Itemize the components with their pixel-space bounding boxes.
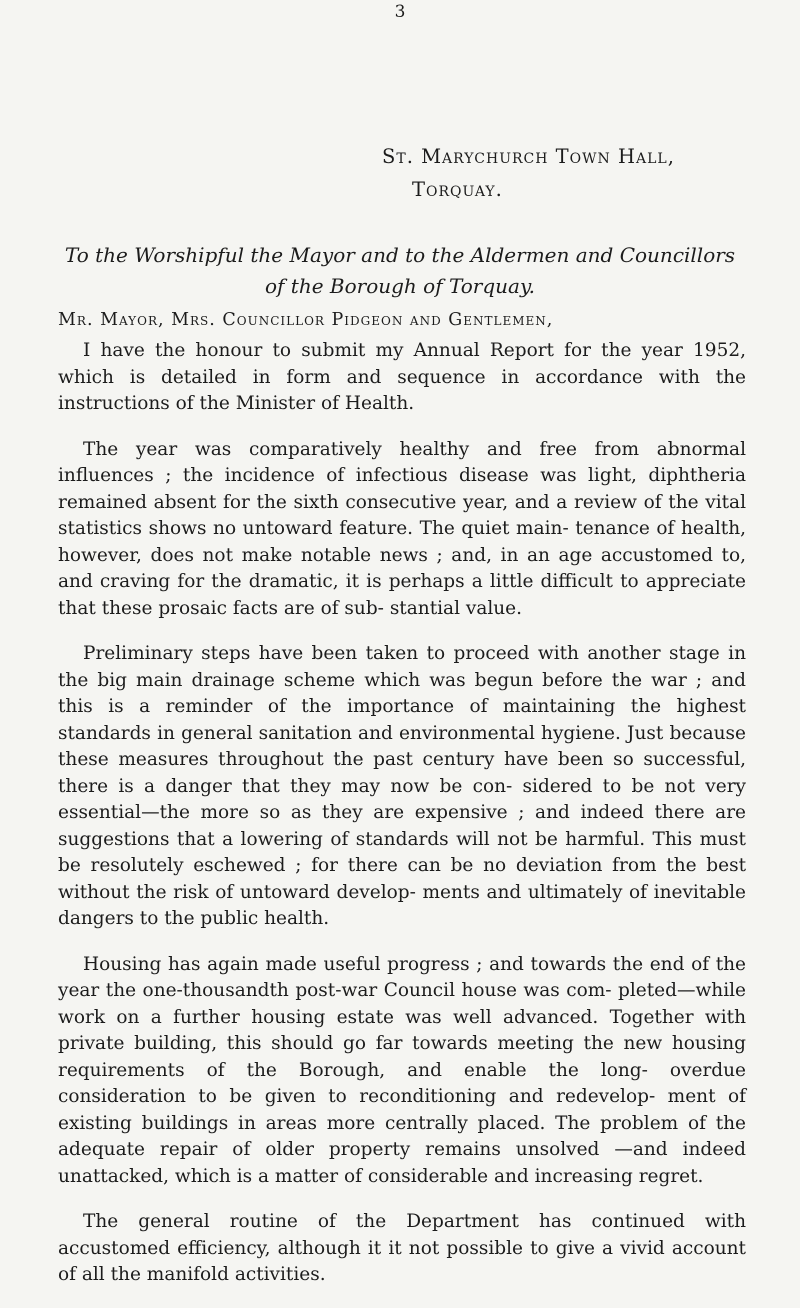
paragraph: The year was comparatively healthy and free from abnormal influences ; the incidence of infectious disease was light, diphtheria remained absent for the sixth consecutive year, and a review of the vital statistics shows no untoward feature. The quiet main- tenance of health, however, does not make notable news ; and, in an age accustomed to, and craving for the dramatic, it is perhaps a little difficult to appreciate that these prosaic facts are of sub- stantial value. xyxy=(58,438,746,619)
address-line-2: Torquay. xyxy=(412,178,503,201)
address-line-1: St. Marychurch Town Hall, xyxy=(382,145,675,168)
paragraph: Housing has again made useful progress ; and towards the end of the year the one-thousandth post-war Council house was com- pleted—while work on a further housing estate was well advanced. Together with private building, this should go far towards meeting the new housing requirements of the Borough, and enable the long- overdue consideration to be given to reconditioning and redevelop- ment of existing buildings in areas more centrally placed. The problem of the adequate repair of older property remains unsolved —and indeed unattacked, which is a matter of considerable and increasing regret. xyxy=(58,953,746,1187)
salutation: Mr. Mayor, Mrs. Councillor Pidgeon and Gentlemen, xyxy=(58,310,554,330)
paragraph: Preliminary steps have been taken to proceed with another stage in the big main drainage scheme which was begun before the war ; and this is a reminder of the importance of maintaining the highest standards in general sanitation and environmental hygiene. Just because these measures throughout the past century have been so successful, there is a danger that they may now be con- sidered to be not very essential—the more so as they are expensive ; and indeed there are suggestions that a lowering of standards will not be harmful. This must be resolutely eschewed ; for there can be no deviation from the best without the risk of untoward develop- ments and ultimately of inevitable dangers to the public health. xyxy=(58,643,746,929)
addressee-line-2: of the Borough of Torquay. xyxy=(265,274,535,298)
letter-body xyxy=(58,338,746,1308)
paragraph: I have the honour to submit my Annual Report for the year 1952, which is detailed in form and sequence in accordance with the instructions of the Minister of Health. xyxy=(58,340,746,414)
paragraph: The general routine of the Department has continued with accustomed efficiency, although it it not possible to give a vivid account of all the manifold activities. xyxy=(58,1211,746,1285)
addressee xyxy=(0,240,800,302)
page-number: 3 xyxy=(394,2,406,22)
addressee-line-1: To the Worshipful the Mayor and to the Aldermen and Councillors xyxy=(64,243,736,267)
sender-address xyxy=(382,140,675,206)
